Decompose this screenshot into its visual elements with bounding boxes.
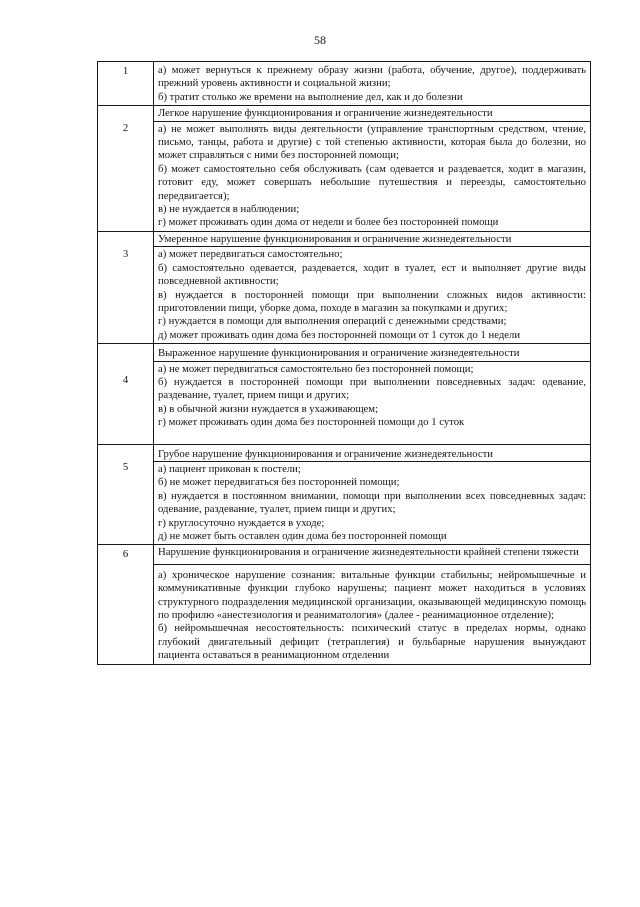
- row-number-cell: [98, 231, 154, 343]
- criterion-item: б) нуждается в посторонней помощи при выполнении повседневных задач: одевание, раздевание, туалет, прием пищи и других;: [158, 375, 586, 402]
- row-number: 5: [122, 460, 129, 473]
- criterion-item: д) может проживать один дома без посторонней помощи от 1 суток до 1 недели: [158, 328, 521, 341]
- row-content-cell: [154, 62, 591, 106]
- criterion-item: в) нуждается в постоянном внимании, помощи при выполнении всех повседневных задач: одевание, раздевание, туалет, прием пищи и других;: [158, 489, 586, 516]
- row-content-cell: [154, 344, 591, 444]
- row-number: 2: [122, 122, 129, 135]
- criterion-item: в) в обычной жизни нуждается в ухаживающем;: [158, 402, 379, 415]
- table-row: [98, 106, 591, 232]
- criterion-item: а) хроническое нарушение сознания: витальные функции стабильны; нейромышечные и коммуникативные функции глубоко нарушены; пациент может находиться в условиях структурного подразделения медицинской организации, оказывающей медицинскую помощь по профилю «анестезиология и реаниматология» (далее - реанимационное отделение);: [158, 568, 586, 622]
- criterion-item: б) нейромышечная несостоятельность: психический статус в пределах нормы, однако глубокий двигательный дефицит (тетраплегия) и бульбарные нарушения вынуждают пациента оставаться в реанимационном отделении: [158, 622, 586, 662]
- table-row: [98, 62, 591, 106]
- criterion-item: а) может вернуться к прежнему образу жизни (работа, обучение, другое), поддерживать прежний уровень активности и социальной жизни;: [158, 64, 586, 90]
- criterion-item: д) не может быть оставлен один дома без посторонней помощи: [158, 530, 447, 542]
- row-number: 4: [122, 374, 129, 387]
- row-items: [154, 62, 590, 105]
- row-title: Грубое нарушение функционирования и ограничение жизнедеятельности: [154, 445, 590, 462]
- criterion-item: г) круглосуточно нуждается в уходе;: [158, 516, 325, 529]
- table-row: [98, 344, 591, 444]
- criterion-item: а) пациент прикован к постели;: [158, 462, 301, 475]
- criterion-item: б) может самостоятельно себя обслуживать (сам одевается и раздевается, ходит в магазин, готовит еду, может совершать небольшие путешествия и переезды, самостоятельно передвигается);: [158, 162, 586, 202]
- criterion-item: а) не может выполнять виды деятельности (управление транспортным средством, чтение, письмо, танцы, работа и другие) с той степенью активности, которая была до болезни, но может справляться с ними без посторонней помощи;: [158, 122, 586, 162]
- row-items: [154, 122, 590, 231]
- row-items: [154, 247, 590, 343]
- row-title: Умеренное нарушение функционирования и ограничение жизнедеятельности: [154, 232, 590, 247]
- criterion-item: г) может проживать один дома без посторонней помощи до 1 суток: [158, 416, 465, 429]
- criterion-item: а) может передвигаться самостоятельно;: [158, 248, 343, 261]
- row-number-cell: [98, 62, 154, 106]
- row-content-cell: [154, 444, 591, 545]
- row-number: 6: [122, 548, 129, 561]
- criterion-item: г) нуждается в помощи для выполнения операций с денежными средствами;: [158, 315, 507, 328]
- criterion-item: в) нуждается в посторонней помощи при выполнении сложных видов активности: приготовлении пищи, уборке дома, походе в магазин за покупками и других;: [158, 288, 586, 314]
- row-title: Выраженное нарушение функционирования и ограничение жизнедеятельности: [154, 344, 590, 361]
- criterion-item: в) не нуждается в наблюдении;: [158, 203, 300, 216]
- impairment-levels-table: [97, 61, 591, 665]
- row-content-cell: [154, 106, 591, 232]
- row-number-cell: [98, 545, 154, 664]
- row-title: Нарушение функционирования и ограничение жизнедеятельности крайней степени тяжести: [154, 545, 590, 564]
- criterion-item: г) может проживать один дома от недели и более без посторонней помощи: [158, 216, 499, 229]
- row-number: 3: [122, 247, 129, 260]
- row-title: Легкое нарушение функционирования и ограничение жизнедеятельности: [154, 106, 590, 121]
- criterion-item: а) не может передвигаться самостоятельно без посторонней помощи;: [158, 362, 474, 375]
- table-row: [98, 545, 591, 664]
- row-items: [154, 362, 590, 444]
- table-row: [98, 231, 591, 343]
- row-number-cell: [98, 106, 154, 232]
- row-number-cell: [98, 344, 154, 444]
- row-number-cell: [98, 444, 154, 545]
- row-number: 1: [122, 65, 129, 77]
- criterion-item: б) не может передвигаться без посторонней помощи;: [158, 476, 400, 489]
- criterion-item: б) самостоятельно одевается, раздевается, ходит в туалет, ест и выполняет другие виды повседневной активности;: [158, 261, 586, 288]
- criterion-item: б) тратит столько же времени на выполнение дел, как и до болезни: [158, 90, 463, 103]
- page-number: 58: [314, 33, 326, 47]
- table-row: [98, 444, 591, 545]
- row-items: [154, 565, 590, 664]
- row-content-cell: [154, 231, 591, 343]
- row-content-cell: [154, 545, 591, 664]
- row-items: [154, 462, 590, 544]
